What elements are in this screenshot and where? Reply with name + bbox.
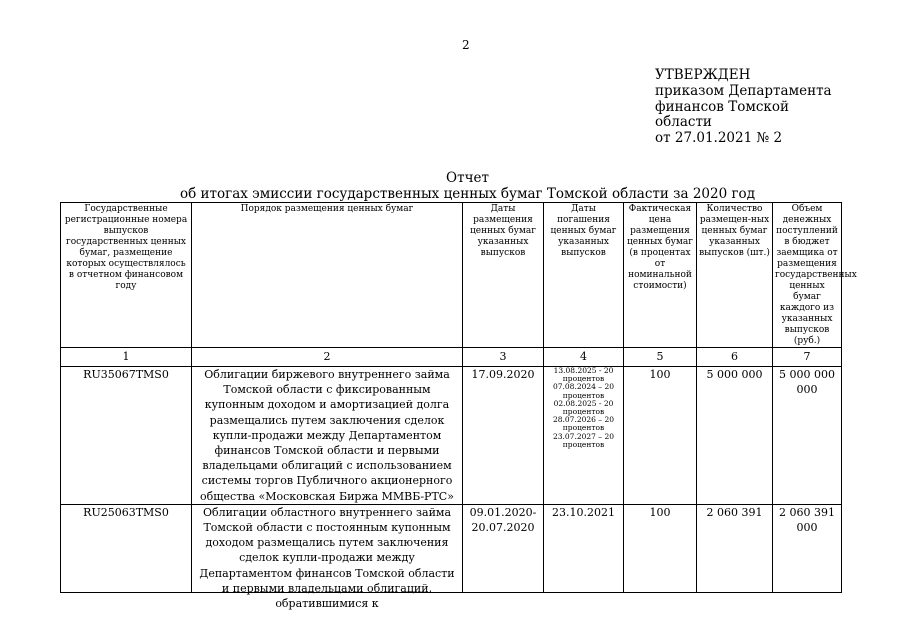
- placement-procedure-cell: [192, 504, 463, 611]
- approval-line: финансов Томской: [655, 98, 789, 115]
- approval-line: от 27.01.2021 № 2: [655, 130, 783, 147]
- approval-line: УТВЕРЖДЕН: [655, 67, 751, 83]
- column-number: 1: [61, 348, 192, 367]
- placement-price: 100: [624, 367, 697, 505]
- column-header: Даты погашения ценных бумаг указанных выпусков: [544, 203, 624, 348]
- column-number: 5: [624, 348, 697, 367]
- approval-line: области: [655, 114, 712, 131]
- table-header-row: [61, 203, 842, 348]
- column-number: 2: [192, 348, 463, 367]
- proceeds-amount: 2 060 391 000: [773, 504, 842, 592]
- registration-number: RU35067TMS0: [61, 367, 192, 505]
- maturity-dates: 23.10.2021: [544, 504, 624, 592]
- table-row: [61, 367, 842, 505]
- securities-quantity: 2 060 391: [697, 504, 773, 592]
- column-header: Объем денежных поступлений в бюджет заемщика от размещения государственных ценных бумаг каждого из указанных выпусков (руб.): [773, 203, 842, 348]
- maturity-dates: 13.08.2025 - 20 процентов 07.08.2024 – 20 процентов 02.08.2025 - 20 процентов 28.07.2026 – 20 процентов 23.07.2027 – 20 процентов: [544, 367, 624, 505]
- registration-number: RU25063TMS0: [61, 504, 192, 592]
- table-row: [61, 504, 842, 592]
- placement-procedure: Облигации областного внутреннего займа Томской области с постоянным купонным доходом размещались путем заключения сделок купли-продажи между Департаментом финансов Томской области и первыми владельцами облигаций, обратившимися к: [199, 505, 455, 611]
- emission-report-table: [60, 202, 857, 611]
- report-title-line: Отчет: [446, 170, 489, 186]
- column-header: Государственные регистрационные номера выпусков государственных ценных бумаг, размещение которых осуществлялось в отчетном финансовом году: [61, 203, 192, 348]
- placement-procedure: Облигации биржевого внутреннего займа Томской области с фиксированным купонным доходом и амортизацией долга размещались путем заключения сделок купли-продажи между Департаментом финансов Томской области и первыми владельцами облигаций с использованием системы торгов Публичного акционерного общества «Московская Биржа ММВБ-РТС»: [192, 367, 463, 505]
- placement-price: 100: [624, 504, 697, 592]
- column-header: Количество размещен-ных ценных бумаг указанных выпусков (шт.): [697, 203, 773, 348]
- report-title: [0, 171, 905, 202]
- column-header: Порядок размещения ценных бумаг: [192, 203, 463, 348]
- approval-line: приказом Департамента: [655, 82, 832, 99]
- column-number-row: [61, 348, 842, 367]
- column-number: 3: [463, 348, 544, 367]
- placement-dates: 09.01.2020-20.07.2020: [463, 504, 544, 592]
- placement-dates: 17.09.2020: [463, 367, 544, 505]
- column-header: Фактическая цена размещения ценных бумаг (в процентах от номинальной стоимости): [624, 203, 697, 348]
- securities-quantity: 5 000 000: [697, 367, 773, 505]
- column-number: 4: [544, 348, 624, 367]
- page-number: 2: [462, 38, 470, 52]
- report-title-line: об итогах эмиссии государственных ценных бумаг Томской области за 2020 год: [179, 185, 755, 202]
- approval-stamp: [655, 68, 832, 147]
- column-header: Даты размещения ценных бумаг указанных выпусков: [463, 203, 544, 348]
- column-number: 6: [697, 348, 773, 367]
- proceeds-amount: 5 000 000 000: [773, 367, 842, 505]
- column-number: 7: [773, 348, 842, 367]
